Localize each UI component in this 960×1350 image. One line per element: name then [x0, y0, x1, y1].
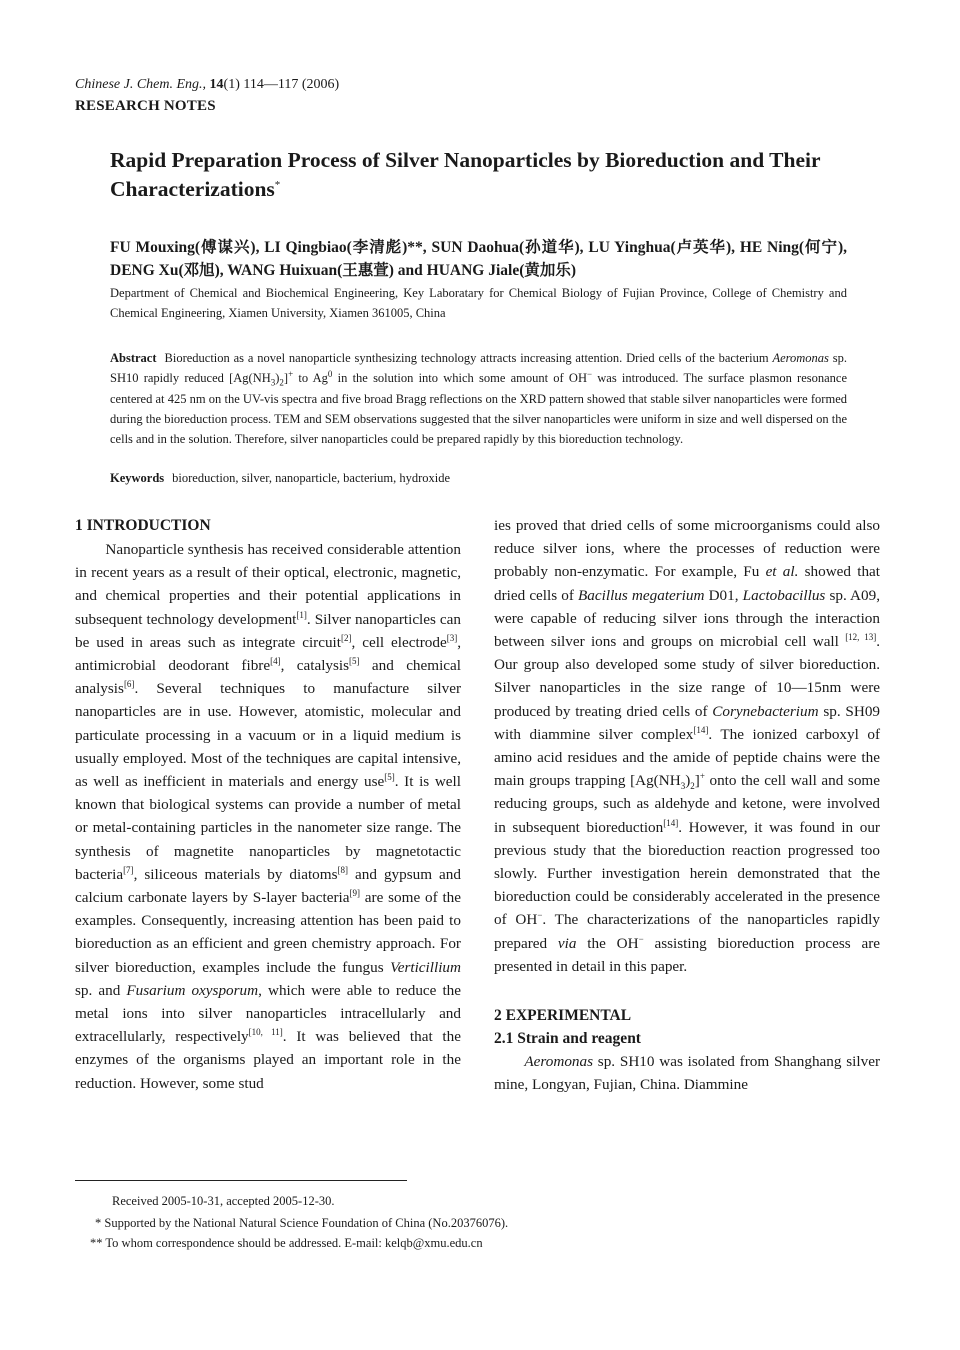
abstract-text: )	[275, 371, 280, 386]
body-text: . The ionized carboxyl of amino acid residues and the amide of peptide chains were the main groups trapping [Ag(NH	[494, 725, 881, 790]
keywords	[110, 469, 847, 487]
footnote-received: Received 2005-10-31, accepted 2005-12-30.	[112, 1194, 335, 1208]
body-text: Nanoparticle synthesis has received considerable attention in recent years as a result of their optical, electronic, magnetic, and chemical properties and their potential applications in subsequent technology development	[75, 541, 461, 628]
body-text: , antimicrobial deodorant fibre	[75, 633, 461, 675]
citation: [1]	[296, 609, 307, 620]
species-name: Lactobacillus	[742, 586, 826, 604]
body-text: sp. SH09 with diammine silver complex	[494, 702, 881, 743]
abstract-genus: Aeromonas	[772, 351, 829, 365]
body-text: sp. and	[75, 981, 127, 999]
subscript: 2	[279, 377, 284, 388]
species-name: Aeromonas	[524, 1053, 594, 1071]
body-text: the OH	[576, 934, 639, 952]
intro-paragraph	[75, 538, 461, 1095]
body-text: , catalysis	[280, 657, 350, 675]
left-column	[75, 538, 461, 1095]
footnote-rule	[75, 1180, 407, 1181]
footnote-correspondence: ** To whom correspondence should be addressed. E-mail: kelqb@xmu.edu.cn	[90, 1236, 483, 1250]
title-text: Rapid Preparation Process of Silver Nanoparticles by Bioreduction and Their Characterizations	[110, 148, 821, 201]
footnote-support: * Supported by the National Natural Science Foundation of China (No.20376076).	[95, 1216, 509, 1230]
abstract-text: Bioreduction as a novel nanoparticle synthesizing technology attracts increasing attention. Dried cells of the bacterium	[164, 351, 769, 365]
body-text: . Several techniques to manufacture silver nanoparticles are in use. However, atomistic, molecular and particulate processing in a vacuum or in a liquid medium is usually employed. Most of the techniques are capital intensive, as well as inefficient in materials and energy use	[75, 680, 461, 791]
abstract-text: was introduced. The surface plasmon resonance centered at 425 nm on the UV-vis spectra and five broad Bragg reflections on the XRD pattern showed that stable silver nanoparticles were formed during the bioreduction process. TEM and SEM observations suggested that the silver nanoparticles were uniform in size and well dispersed on the cells and in the solution. Therefore, silver nanoparticles could be prepared rapidly by this bioreduction technology.	[110, 371, 847, 447]
citation: [5]	[384, 771, 395, 782]
citation: [5]	[349, 655, 360, 666]
abstract-text: sp. SH10 rapidly reduced [Ag(NH	[110, 351, 848, 386]
citation: [8]	[337, 864, 348, 875]
journal-citation	[75, 76, 339, 94]
keywords-label: Keywords	[110, 471, 165, 485]
citation: [10, 11]	[248, 1027, 283, 1038]
superscript: −	[638, 933, 644, 944]
citation: [9]	[349, 887, 360, 898]
body-text: and gypsum and calcium carbonate layers by S-layer bacteria	[75, 865, 461, 907]
abstract-text: to Ag	[298, 371, 328, 386]
body-text: onto the cell wall and some reducing groups, such as aldehyde and ketone, were involved in subsequent bioreduction	[494, 772, 880, 836]
body-text: . It was believed that the enzymes of the organisms played an important role in the reduction. However, some stud	[75, 1028, 461, 1092]
body-text: ]	[694, 772, 700, 790]
body-text: are some of the examples. Consequently, increasing attention has been paid to bioreduction as an efficient and green chemistry approach. For silver bioreduction, examples include the fungus	[75, 889, 462, 976]
citation: [12, 13]	[845, 631, 877, 642]
abstract-text: in the solution into which some amount of OH	[337, 371, 587, 386]
superscript: +	[288, 369, 294, 380]
citation: [7]	[123, 864, 134, 875]
body-text: and chemical analysis	[75, 657, 461, 698]
body-text: D01,	[704, 586, 743, 604]
body-text: . However, it was found in our previous study that the bioreduction reaction progressed too slowly. Further investigation herein demonstrated that the bioreduction could be considerably accelerated in the presence of OH	[494, 818, 880, 929]
section-spacer	[494, 978, 880, 1004]
journal-name: Chinese J. Chem. Eng.,	[75, 77, 207, 92]
strain-subheading: 2.1 Strain and reagent	[494, 1030, 641, 1048]
superscript: −	[537, 910, 543, 921]
experimental-heading: 2 EXPERIMENTAL	[494, 1007, 632, 1025]
emphasis: via	[557, 934, 577, 952]
body-text: , cell electrode	[351, 633, 447, 651]
subscript: 2	[690, 781, 695, 792]
citation: [14]	[663, 817, 679, 828]
body-text: sp. A09, were capable of reducing silver ions through the interaction between silver ions and groups on microbial cell wall	[494, 586, 880, 651]
body-text: . Our group also developed some study of silver bioreduction. Silver nanoparticles in the size range of 10—15nm were produced by treating dried cells of	[494, 633, 880, 720]
body-text: , siliceous materials by diatoms	[133, 865, 338, 883]
body-text: , which were able to reduce the metal ions into silver nanoparticles intracellularly and extracellularly, respectively	[75, 981, 461, 1046]
journal-pages: (1) 114—117 (2006)	[223, 77, 340, 92]
superscript: 0	[327, 369, 333, 380]
journal-volume: 14	[209, 77, 224, 92]
body-text: ies proved that dried cells of some microorganisms could also reduce silver ions, where the processes of reduction were probably non-enzymatic. For example, Fu	[494, 517, 880, 581]
section-label: RESEARCH NOTES	[75, 98, 216, 114]
body-text: . It is well known that biological systems can provide a number of metal or metal-containing particles in the nanometer size range. The synthesis of magnetite nanoparticles by magnetotactic bacteria	[75, 773, 461, 883]
body-text: . The characterizations of the nanoparticles rapidly prepared	[494, 911, 880, 952]
keywords-text: bioreduction, silver, nanoparticle, bacterium, hydroxide	[172, 471, 451, 485]
abstract	[110, 348, 847, 449]
subscript: 3	[680, 781, 686, 792]
citation: [3]	[446, 632, 458, 643]
author-list: FU Mouxing(傅谋兴), LI Qingbiao(李清彪)**, SUN Daohua(孙道华), LU Yinghua(卢英华), HE Ning(何宁), DENG Xu(邓旭), WANG Huixuan(王惠萱) and HUANG Jiale(黄加乐)	[110, 239, 847, 279]
affiliation: Department of Chemical and Biochemical Engineering, Key Laboratary for Chemical Biology of Fujian Province, College of Chemistry and Chemical Engineering, Xiamen University, Xiamen 361005, China	[110, 286, 847, 320]
citation: [4]	[270, 655, 281, 666]
superscript: −	[586, 369, 593, 380]
experimental-paragraph	[494, 1050, 880, 1096]
right-column	[494, 514, 880, 1096]
introduction-heading: 1 INTRODUCTION	[75, 517, 211, 534]
body-text: . Silver nanoparticles can be used in areas such as integrate circuit	[75, 610, 461, 651]
citation: [6]	[123, 679, 135, 690]
species-name: Bacillus megaterium	[578, 586, 705, 604]
article-title	[110, 146, 880, 204]
body-text: sp. SH10 was isolated from Shanghang silver mine, Longyan, Fujian, China. Diammine	[494, 1053, 880, 1094]
body-text: assisting bioreduction process are presented in detail in this paper.	[494, 934, 881, 975]
abstract-text: ]	[283, 371, 289, 386]
intro-paragraph-continued	[494, 514, 880, 978]
citation: [2]	[341, 632, 352, 643]
subscript: 3	[270, 377, 276, 388]
citation: [14]	[693, 724, 709, 735]
species-name: Verticillium	[390, 958, 461, 976]
superscript: +	[699, 771, 705, 782]
title-footnote-mark: *	[274, 178, 281, 191]
abstract-label: Abstract	[110, 351, 157, 365]
emphasis: et al.	[765, 563, 799, 581]
species-name: Fusarium oxysporum	[126, 981, 259, 999]
body-text: )	[685, 772, 691, 790]
species-name: Corynebacterium	[712, 702, 819, 720]
body-text: showed that dried cells of	[494, 563, 881, 604]
